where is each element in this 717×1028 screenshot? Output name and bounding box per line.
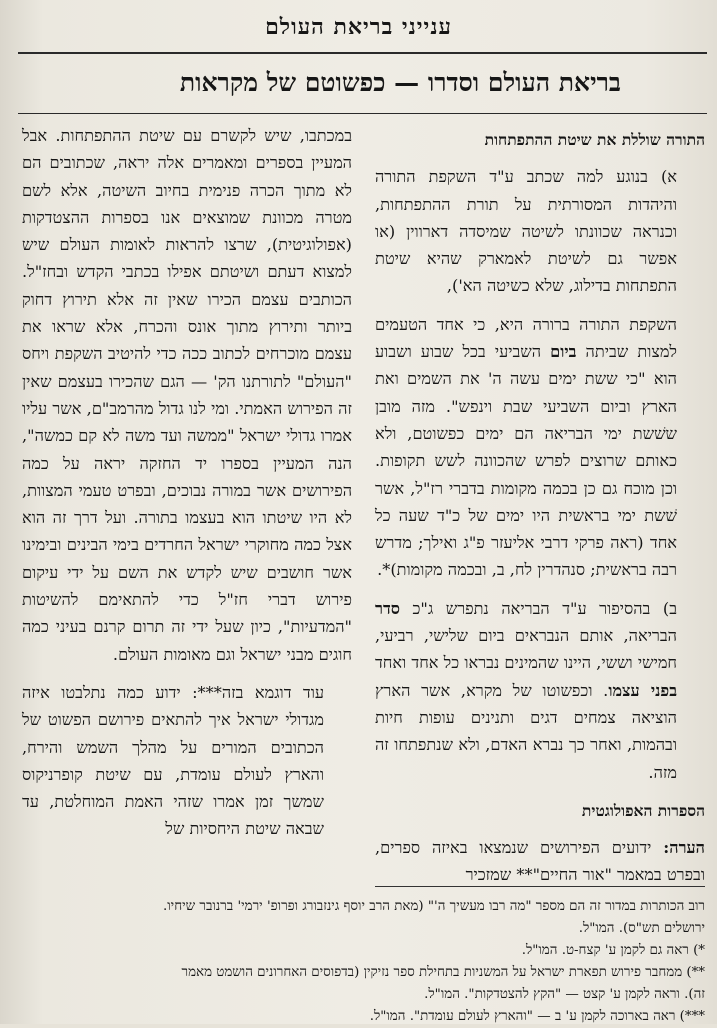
footnotes	[22, 896, 705, 1028]
paragraph-bet	[375, 595, 705, 786]
bold-text: ביום	[550, 342, 577, 362]
paragraph-text: השקפת התורה ברורה היא, כי אחד הטעמים למצות שביתה	[375, 314, 677, 362]
footnote-line: *) ראה גם לקמן ע' קצח-ט. המו"ל.	[521, 943, 705, 958]
footnote-line: רוב הכותרות במדור זה הם מספר "מה רבו מעשיך ה'" (מאת הרב יוסף גינזבורג ופרופ' ירמי' ברנובר שיחיו.	[163, 899, 705, 914]
paragraph-alef: א) בנוגע למה שכתב ע"ד השקפת התורה והיהדות המסורתית על תורת ההתפתחות, וכנראה שכוונתו לשיטה שמיסדה דארווין (או אפשר גם לשיטת לאמארק שהיא שיטת התפתחות בדילוג, שלא כשיטה הא'),	[375, 167, 677, 296]
footnote-rule	[375, 886, 705, 887]
chapter-title: בריאת העולם וסדרו — כפשוטם של מקראות	[179, 68, 621, 97]
paragraph-text: . וכפשוטו של מקרא, אשר הארץ הוציאה צמחים דגים ותנינים עופות חיות ובהמות, ואחר כך נברא האדם, ולא שנתפתחו זה מזה.	[375, 680, 677, 782]
paragraph-note	[375, 834, 705, 889]
right-column	[375, 122, 705, 900]
bold-text: סדר	[375, 598, 400, 618]
paragraph-text: ידועים הפירושים שנמצאו באיזה ספרים, ובפרט במאמר "אור החיים"** שמזכיר	[375, 838, 705, 885]
section-heading-apologetic: הספרות האפולוגטית	[581, 800, 705, 820]
section-heading-evolution: התורה שוללת את שיטת ההתפתחות	[484, 130, 705, 149]
bold-text: בפני עצמו	[608, 680, 677, 700]
paragraph-apologetics: במכתבו, שיש לקשרם עם שיטת ההתפתחות. אבל המעיין בספרים ומאמרים אלה יראה, שכתובים הם לא מתוך הכרה פנימית בחיוב השיטה, אלא לשם מטרה מכוונת שמוצאים אנו בספרות ההצטדקות (אפולוגיטית), שרצו להראות לאומות העולם שיש למצוא דעתם ושיטתם אפילו בכתבי הקדש ובחז"ל. הכותבים עצמם הכירו שאין זה אלא תירוץ דחוק ביותר ותירוץ מתוך אונס והכרח, אלא שראו את עצמם מוכרחים לכתוב ככה כדי להיטיב השקפת ויחס "העולם" לתורתנו הק' — הגם שהכירו בעצמם שאין זה הפירוש האמתי. ומי לנו גדול מהרמב"ם, אשר עליו אמרו גדולי ישראל "ממשה ועד משה לא קם כמשה", הנה המעיין בספרו יד החזקה יראה על כמה הפירושים אשר במורה נבוכים, ובפרט טעמי המצוות, לא היו שיטתו הוא בעצמו בתורה. ועל דרך זה הוא אצל כמה מחוקרי ישראל החרדים בימי הבינים ובימינו אשר חושבים שיש לקדש את השם על ידי עיקום פירוש דברי חז"ל כדי להתאימם להשיטות "המדעיות", כיון שעל ידי זה תרום קרנם בעיני כמה חוגים מבני ישראל וגם מאומות העולם.	[22, 126, 352, 664]
paragraph-text: ב) בהסיפור ע"ד הבריאה נתפרש ג"כ	[399, 598, 677, 618]
footnote-line: **) ממחבר פירוש תפארת ישראל על המשניות בתחילת ספר נזיקין (בדפוסים האחרונים הושמט מאמר	[181, 965, 705, 980]
paragraph-shabbat	[375, 311, 705, 584]
footnote-line: ירושלים תש"ס). המו"ל.	[578, 921, 705, 936]
paragraph-text: הבריאה, אותם הנבראים ביום שלישי, רביעי, חמישי וששי, היינו שהמינים נבראו כל אחד ואחד	[375, 626, 677, 673]
title-rule	[18, 113, 707, 114]
footnote-line: זה). וראה לקמן ע' קצט — "הקץ להצטדקות". המו"ל.	[424, 987, 705, 1002]
footnote-line: ***) ראה בארוכה לקמן ע' ב — "והארץ לעולם עומדת". המו"ל.	[369, 1009, 705, 1024]
header-rule	[18, 52, 707, 54]
paragraph-example: עוד דוגמא בזה***: ידוע כמה נתלבטו איזה מגדולי ישראל איך להתאים פירושם הפשוט של הכתובים המורים על מהלך השמש והירח, והארץ לעולם עומדת, עם שיטת קופרניקוס שמשך זמן אמרו שזהי האמת המוחלטת, עד שבאה שיטת היחסיות של	[22, 682, 324, 839]
note-label: הערה:	[663, 838, 705, 858]
running-header: ענייני בריאת העולם	[265, 14, 452, 40]
paragraph-text: השביעי בכל שבוע ושבוע הוא "כי ששת ימים עשה ה' את השמים ואת הארץ וביום השביעי שבת וינפש". מזה מובן ששׁשת ימי הבריאה הם ימים כפשוטם, ולא כאותם שרוצים לפרש שהכוונה לשש תקופות. וכן מוכח גם כן בכמה מקומות בדברי רז"ל, אשר שׁשת ימי בראשית היו ימים של כ"ד שעה כל אחד (ראה פרקי דרבי אליעזר פ"ג ואילך; מדרש רבה בראשית; סנהדרין לח, ב, ובכמה מקומות)*.	[375, 342, 677, 580]
left-column	[22, 122, 352, 854]
